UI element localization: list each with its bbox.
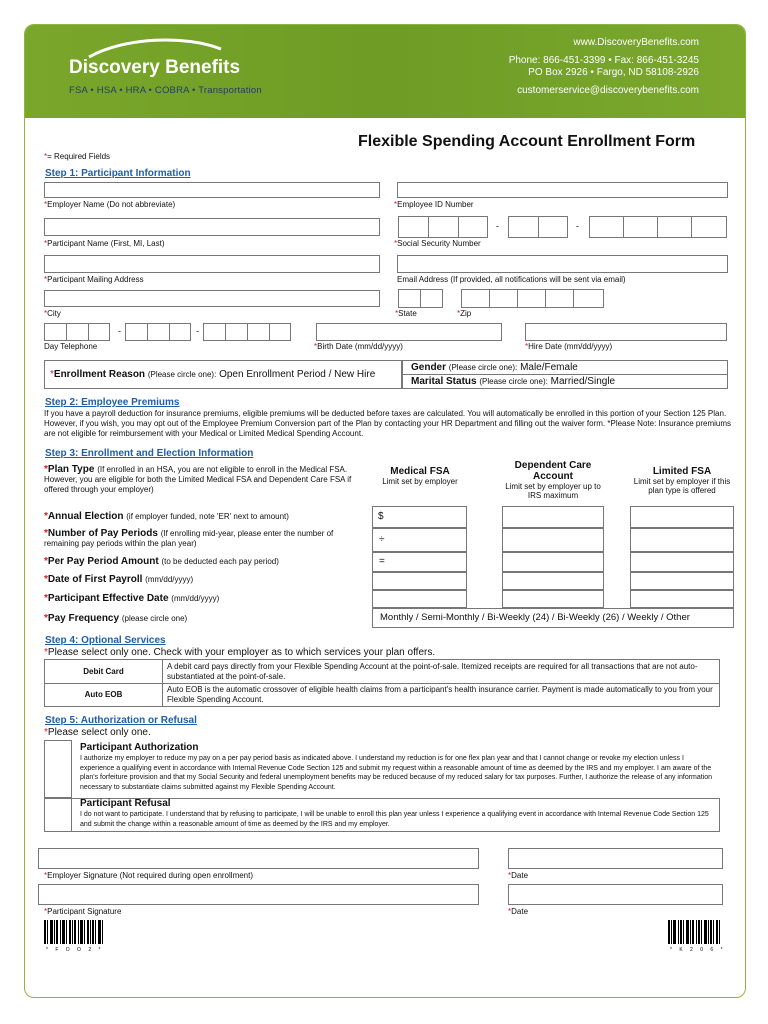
step4-heading: Step 4: Optional Services (45, 635, 166, 646)
phone-dash-2: - (196, 326, 199, 336)
participant-name-label: *Participant Name (First, MI, Last) (44, 239, 165, 248)
optional-services-table (44, 659, 720, 707)
phone-fax: Phone: 866-451-3399 • Fax: 866-451-3245 (508, 55, 699, 66)
first-payroll-label: *Date of First Payroll (mm/dd/yyyy) (44, 574, 194, 585)
refusal-checkbox[interactable] (44, 798, 72, 832)
auto-eob-desc: Auto EOB is the automatic crossover of eligible health claims from a participant's health insurance carrier. Payment is made automatically to you from your Flexible Spending Account. (163, 684, 720, 707)
debit-card-option[interactable]: Debit Card (45, 660, 163, 684)
state-field[interactable] (398, 289, 443, 308)
employer-signature-field[interactable] (38, 848, 479, 869)
website: www.DiscoveryBenefits.com (573, 37, 699, 48)
enrollment-reason-text: *Enrollment Reason (Please circle one): Open Enrollment Period / New Hire (50, 369, 376, 380)
day-phone-line[interactable] (203, 323, 291, 341)
dependent-pay-periods[interactable] (502, 528, 604, 552)
step2-text: If you have a payroll deduction for insurance premiums, eligible premiums will be deducted before taxes are calculated. You will automatically be enrolled in this portion of your Section 125 Plan. However, if you wish, you may opt out of the Employee Premium Conversion part of the Plan by contacting your HR Department and filling out the waiver form. *Please Note: Insurance premiums are not eligible for reimbursement with your Medical or Limited Medical Spending Account. (44, 409, 731, 438)
col-medical-fsa: Medical FSA Limit set by employer (382, 466, 458, 486)
per-pay-period-label: *Per Pay Period Amount (to be deducted each pay period) (44, 556, 279, 567)
mailing-address-label: *Participant Mailing Address (44, 275, 144, 284)
state-label: *State (395, 309, 417, 318)
hire-date-field[interactable] (525, 323, 727, 341)
employee-id-label: *Employee ID Number (394, 200, 474, 209)
ssn-dash-2: - (576, 221, 579, 231)
step5-instruction: *Please select only one. (44, 727, 151, 738)
annual-election-label: *Annual Election (if employer funded, note 'ER' next to amount) (44, 511, 289, 522)
enrollment-reason-box[interactable] (44, 360, 402, 389)
pay-frequency-label: *Pay Frequency (please circle one) (44, 613, 188, 624)
ssn-part3[interactable] (589, 216, 727, 238)
authorization-text: I authorize my employer to reduce my pay on a per pay period basis as indicated above. I understand my reduction is for one flex plan year and that I cannot change or revoke my election unless I experience a qualifying event in accordance with Internal Revenue Code Section 125 and submit my request within a reasonable amount of time as deemed by the IRS and my employer. I am aware of the plan's forfeiture provision and that my Social Security and federal unemployment benefits may be reduced because of my reduced salary for tax purposes. Further, I authorize the release of any information necessary to substantiate claims submitted against my Flexible Spending Account. (80, 755, 713, 791)
birth-date-label: *Birth Date (mm/dd/yyyy) (314, 342, 403, 351)
ssn-part1[interactable] (398, 216, 488, 238)
marital-status-box[interactable] (402, 374, 728, 389)
authorization-title: Participant Authorization (80, 742, 199, 753)
gender-box[interactable] (402, 360, 728, 375)
auto-eob-option[interactable]: Auto EOB (45, 684, 163, 707)
zip-field[interactable] (461, 289, 604, 308)
step1-heading: Step 1: Participant Information (45, 168, 191, 179)
step3-heading: Step 3: Enrollment and Election Information (45, 448, 254, 459)
dependent-per-pay-period[interactable] (502, 552, 604, 572)
day-phone-label: Day Telephone (44, 342, 98, 351)
ssn-dash-1: - (496, 221, 499, 231)
limited-effective-date[interactable] (630, 590, 734, 608)
brand-name: Discovery Benefits (69, 57, 241, 78)
brand-tagline: FSA • HSA • HRA • COBRA • Transportation (69, 85, 262, 96)
refusal-text: I do not want to participate. I understand that by refusing to participate, I will be unable to enroll this plan year unless I experience a qualifying event in accordance with Internal Revenue Code Section 125 and submit the change within a reasonable amount of time as deemed by the IRS and my employer. (80, 811, 709, 828)
authorization-checkbox[interactable] (44, 740, 72, 798)
table-row[interactable] (45, 660, 720, 684)
pay-frequency-options: Monthly / Semi-Monthly / Bi-Weekly (24) / Bi-Weekly (26) / Weekly / Other (380, 612, 690, 623)
hire-date-label: *Hire Date (mm/dd/yyyy) (525, 342, 613, 351)
refusal-title: Participant Refusal (80, 798, 171, 809)
table-row[interactable] (45, 684, 720, 707)
medical-first-payroll[interactable] (372, 572, 467, 590)
email-label: Email Address (If provided, all notifications will be sent via email) (397, 275, 626, 284)
pay-periods-label: *Number of Pay Periods (If enrolling mid-year, please enter the number of remaining pay periods within the plan year) (44, 528, 334, 548)
employer-signature-label: *Employer Signature (Not required during open enrollment) (44, 871, 254, 880)
debit-card-desc: A debit card pays directly from your Flexible Spending Account at the point-of-sale. Itemized receipts are required for all transactions that are not auto-substantiated at the point-of-sale. (163, 660, 720, 684)
medical-effective-date[interactable] (372, 590, 467, 608)
participant-signature-label: *Participant Signature (44, 907, 122, 916)
participant-date-field[interactable] (508, 884, 723, 905)
required-note: *= Required Fields (44, 152, 111, 161)
medical-annual-election[interactable]: $ (372, 506, 467, 528)
dependent-annual-election[interactable] (502, 506, 604, 528)
barcode-right-icon (668, 920, 720, 944)
birth-date-field[interactable] (316, 323, 502, 341)
col-dependent-care: Dependent Care Account Limit set by employer up to IRS maximum (505, 460, 601, 500)
day-phone-prefix[interactable] (125, 323, 191, 341)
participant-signature-field[interactable] (38, 884, 479, 905)
col-limited-fsa: Limited FSA Limit set by employer if this plan type is offered (633, 466, 731, 495)
email-field[interactable] (397, 255, 728, 273)
medical-per-pay-period[interactable]: = (372, 552, 467, 572)
ssn-part2[interactable] (508, 216, 568, 238)
participant-date-label: *Date (508, 907, 529, 916)
employer-date-field[interactable] (508, 848, 723, 869)
medical-pay-periods[interactable]: ÷ (372, 528, 467, 552)
participant-name-field[interactable] (44, 218, 380, 236)
pay-frequency-box[interactable] (372, 608, 734, 628)
page-title: Flexible Spending Account Enrollment Form (358, 133, 696, 150)
step5-heading: Step 5: Authorization or Refusal (45, 715, 197, 726)
dependent-first-payroll[interactable] (502, 572, 604, 590)
header-banner (25, 25, 745, 118)
barcode-left-icon (44, 920, 103, 944)
dependent-effective-date[interactable] (502, 590, 604, 608)
effective-date-label: *Participant Effective Date (mm/dd/yyyy) (44, 593, 220, 604)
gender-text: Gender (Please circle one): Male/Female (411, 362, 578, 373)
ssn-label: *Social Security Number (394, 239, 481, 248)
day-phone-area[interactable] (44, 323, 110, 341)
step4-instruction: *Please select only one. Check with your employer as to which services your plan offers. (44, 647, 436, 658)
limited-annual-election[interactable] (630, 506, 734, 528)
plan-type-label: *Plan Type (If enrolled in an HSA, you are not eligible to enroll in the Medical FSA. However, you are eligible for both the Limited Medical FSA and Dependent Care FSA if offered through your employer) (44, 464, 352, 494)
barcode-left-number: * F O O 2 * (46, 947, 104, 953)
customer-email: customerservice@discoverybenefits.com (517, 85, 699, 96)
employer-date-label: *Date (508, 871, 529, 880)
city-label: *City (44, 309, 61, 318)
employee-id-field[interactable] (397, 182, 728, 198)
employer-name-label: *Employer Name (Do not abbreviate) (44, 200, 176, 209)
zip-label: *Zip (457, 309, 472, 318)
employer-name-field[interactable] (44, 182, 380, 198)
limited-pay-periods[interactable] (630, 528, 734, 552)
mailing-address-field[interactable] (44, 255, 380, 273)
step2-heading: Step 2: Employee Premiums (45, 397, 180, 408)
limited-per-pay-period[interactable] (630, 552, 734, 572)
barcode-right-number: * K 2 0 6 * (670, 947, 726, 953)
mailing-address: PO Box 2926 • Fargo, ND 58108-2926 (528, 67, 699, 78)
limited-first-payroll[interactable] (630, 572, 734, 590)
phone-dash-1: - (118, 326, 121, 336)
marital-status-text: Marital Status (Please circle one): Married/Single (411, 376, 616, 387)
city-field[interactable] (44, 290, 380, 307)
